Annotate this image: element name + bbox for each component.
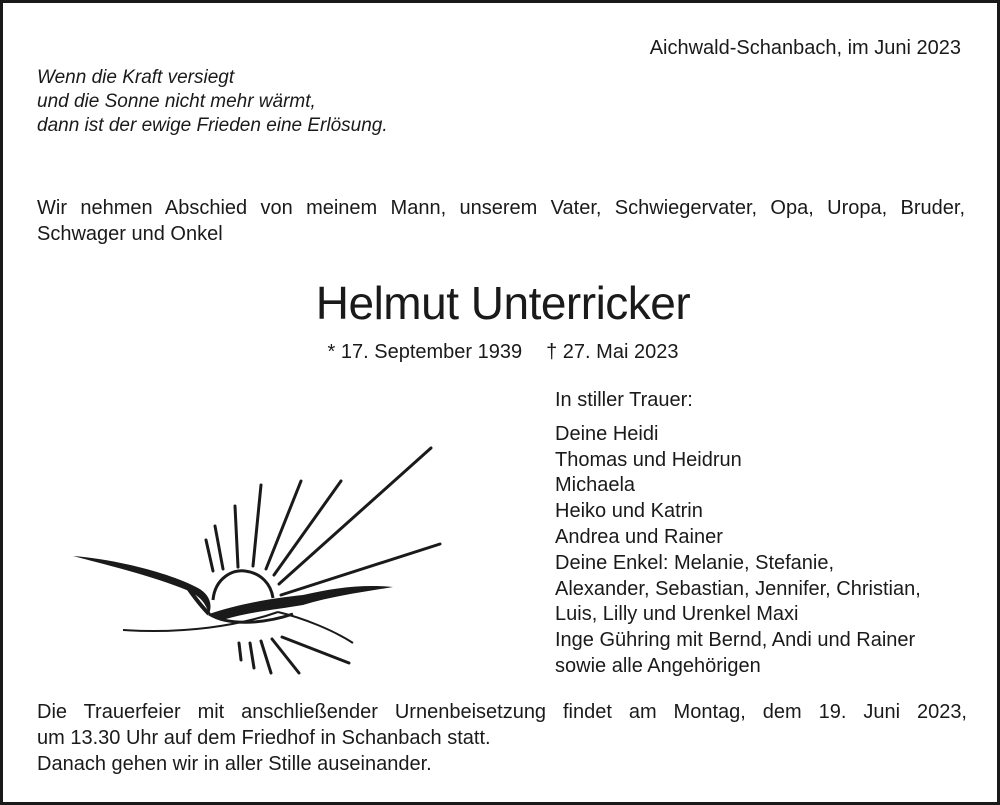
- mourner-line: Deine Enkel: Melanie, Stefanie,: [555, 551, 835, 574]
- mourner-line: sowie alle Angehörigen: [555, 654, 761, 677]
- mourner-line: Alexander, Sebastian, Jennifer, Christian,: [555, 577, 921, 600]
- poem-line: Wenn die Kraft versiegt: [37, 67, 235, 88]
- mourners-list: [555, 388, 921, 680]
- sunset-with-birds-icon: [63, 438, 483, 678]
- mourner-line: Andrea und Rainer: [555, 525, 723, 548]
- mourner-line: Thomas und Heidrun: [555, 448, 742, 471]
- funeral-info-line: Danach gehen wir in aller Stille auseinander.: [37, 753, 432, 775]
- funeral-info-line: Die Trauerfeier mit anschließender Urnenbeisetzung findet am Montag, dem 19. Juni 2023,: [37, 701, 967, 723]
- poem: [37, 66, 388, 138]
- birth-date: * 17. September 1939: [327, 341, 523, 363]
- mourner-line: Deine Heidi: [555, 422, 659, 445]
- death-date: † 27. Mai 2023: [546, 341, 679, 363]
- funeral-info-line: um 13.30 Uhr auf dem Friedhof in Schanbach statt.: [37, 727, 491, 749]
- deceased-name: Helmut Unterricker: [315, 277, 691, 329]
- life-dates: [3, 339, 1000, 365]
- poem-line: dann ist der ewige Frieden eine Erlösung.: [37, 115, 388, 136]
- mourner-line: Inge Gühring mit Bernd, Andi und Rainer: [555, 629, 916, 652]
- intro-text: Wir nehmen Abschied von meinem Mann, unserem Vater, Schwiegervater, Opa, Uropa, Bruder, Schwager und Onkel: [37, 197, 965, 245]
- mourner-line: Luis, Lilly und Urenkel Maxi: [555, 603, 799, 626]
- poem-line: und die Sonne nicht mehr wärmt,: [37, 91, 316, 112]
- mourner-line: Heiko und Katrin: [555, 500, 703, 523]
- mourners-heading: In stiller Trauer:: [555, 389, 693, 411]
- place-date: Aichwald-Schanbach, im Juni 2023: [649, 37, 961, 59]
- mourner-line: Michaela: [555, 474, 636, 497]
- funeral-info: [37, 699, 967, 777]
